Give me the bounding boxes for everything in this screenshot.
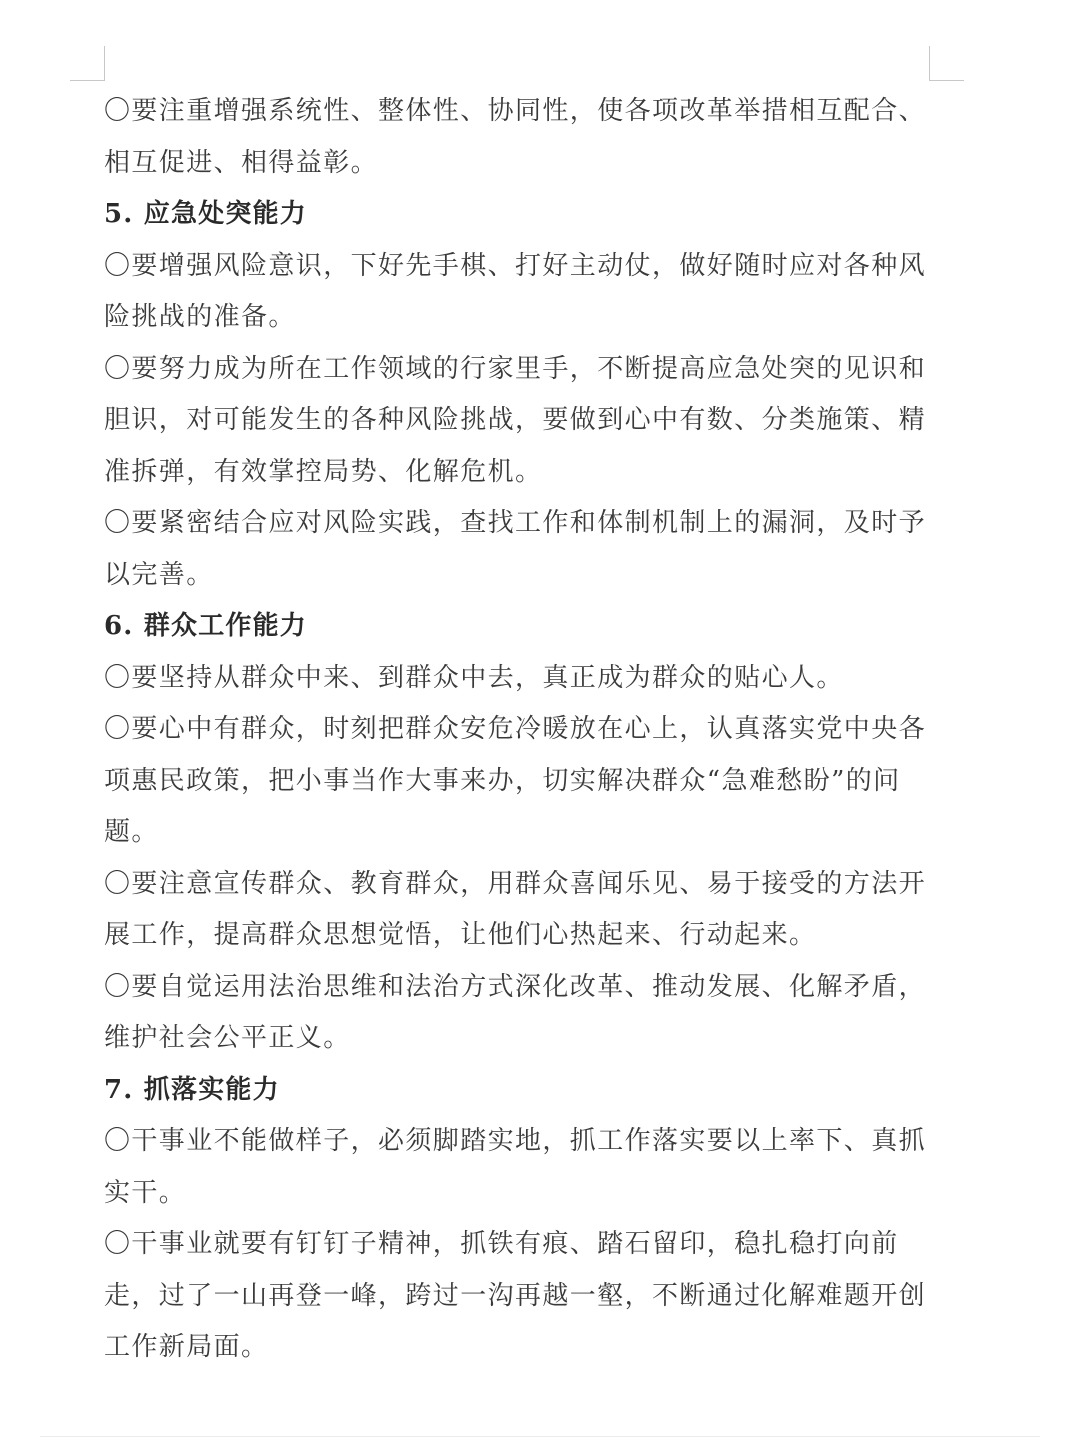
page-corner-mark-top-right	[929, 46, 964, 81]
paragraph: 〇要努力成为所在工作领域的行家里手，不断提高应急处突的见识和胆识，对可能发生的各种风险挑战，要做到心中有数、分类施策、精准拆弹，有效掌控局势、化解危机。	[104, 353, 927, 487]
section-heading: 5. 应急处突能力	[104, 199, 307, 229]
paragraph: 〇要紧密结合应对风险实践，查找工作和体制机制上的漏洞，及时予以完善。	[104, 508, 927, 590]
paragraph: 〇要坚持从群众中来、到群众中去，真正成为群众的贴心人。	[104, 662, 844, 693]
page-bottom-divider	[40, 1436, 1040, 1437]
section-heading: 6. 群众工作能力	[104, 611, 307, 641]
paragraph: 〇干事业就要有钉钉子精神，抓铁有痕、踏石留印，稳扎稳打向前走，过了一山再登一峰，跨过一沟再越一壑，不断通过化解难题开创工作新局面。	[104, 1229, 927, 1362]
document-body	[104, 86, 930, 1374]
page-corner-mark-top-left	[70, 46, 105, 81]
section-heading: 7. 抓落实能力	[104, 1074, 280, 1105]
paragraph: 〇要注意宣传群众、教育群众，用群众喜闻乐见、易于接受的方法开展工作，提高群众思想觉悟，让他们心热起来、行动起来。	[104, 868, 927, 950]
paragraph: 〇干事业不能做样子，必须脚踏实地，抓工作落实要以上率下、真抓实干。	[104, 1126, 927, 1208]
paragraph: 〇要自觉运用法治思维和法治方式深化改革、推动发展、化解矛盾，维护社会公平正义。	[104, 971, 927, 1053]
paragraph: 〇要注重增强系统性、整体性、协同性，使各项改革举措相互配合、相互促进、相得益彰。	[104, 96, 927, 178]
paragraph: 〇要增强风险意识，下好先手棋、打好主动仗，做好随时应对各种风险挑战的准备。	[104, 250, 927, 332]
paragraph: 〇要心中有群众，时刻把群众安危冷暖放在心上，认真落实党中央各项惠民政策，把小事当作大事来办，切实解决群众“急难愁盼”的问题。	[104, 714, 927, 847]
